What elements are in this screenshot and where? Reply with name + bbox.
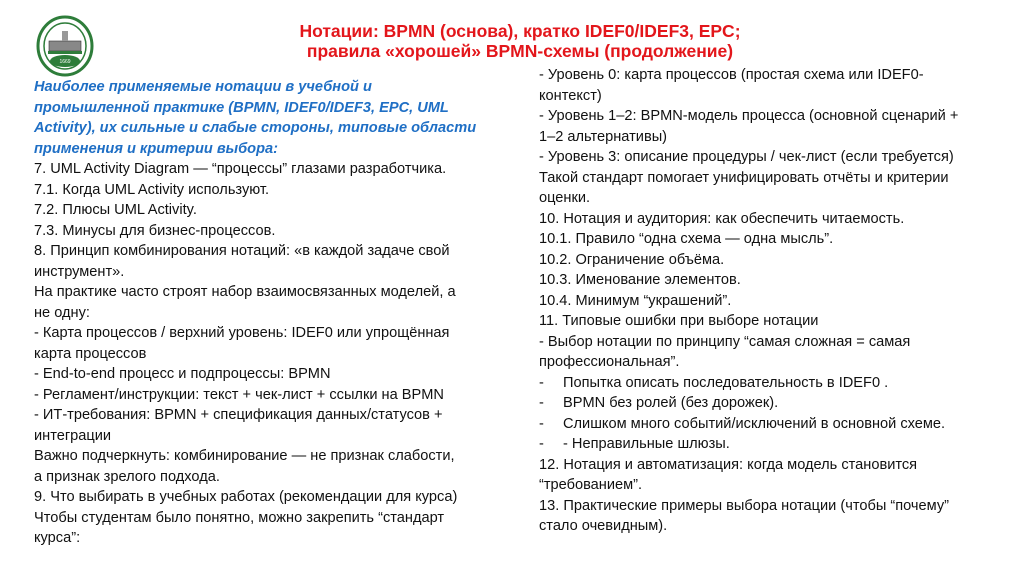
bullet-item bbox=[539, 434, 958, 455]
text-line: - ИТ-требования: BPMN + спецификация данных/статусов + bbox=[34, 407, 443, 423]
university-logo bbox=[36, 15, 94, 77]
bullet-marker: - bbox=[539, 374, 544, 391]
heading-line: промышленной практике (BPMN, IDEF0/IDEF3, EPC, UML bbox=[34, 99, 449, 116]
bullet-marker: - bbox=[539, 415, 544, 432]
text-line: 12. Нотация и автоматизация: когда модель становится bbox=[539, 456, 918, 473]
text-line: 10. Нотация и аудитория: как обеспечить читаемость. bbox=[539, 210, 905, 227]
section-heading bbox=[34, 77, 476, 159]
text-line: “требованием”. bbox=[539, 477, 643, 493]
text-line: Такой стандарт помогает унифицировать отчёты и критерии bbox=[539, 169, 949, 186]
text-line: 9. Что выбирать в учебных работах (рекомендации для курса) bbox=[34, 489, 458, 505]
text-line: 7.3. Минусы для бизнес-процессов. bbox=[34, 222, 276, 239]
text-line: 8. Принцип комбинирования нотаций: «в каждой задаче свой bbox=[34, 243, 450, 259]
bullet-text: BPMN без ролей (без дорожек). bbox=[563, 395, 779, 411]
title-line-1: Нотации: BPMN (основа), кратко IDEF0/IDEF3, EPC; bbox=[299, 21, 741, 41]
text-line: - Выбор нотации по принципу “самая сложная = самая bbox=[539, 333, 911, 350]
text-line: интеграции bbox=[34, 427, 112, 444]
text-line: 7.2. Плюсы UML Activity. bbox=[34, 202, 197, 218]
bullet-item bbox=[539, 414, 958, 435]
text-line: 7.1. Когда UML Activity используют. bbox=[34, 181, 269, 198]
bullet-item bbox=[539, 393, 958, 414]
text-line: - Уровень 0: карта процессов (простая схема или IDEF0- bbox=[539, 67, 924, 83]
text-line: 1–2 альтернативы) bbox=[539, 128, 668, 145]
text-line: а признак зрелого подхода. bbox=[34, 468, 220, 485]
text-line: - Карта процессов / верхний уровень: IDEF0 или упрощённая bbox=[34, 325, 450, 341]
text-line: карта процессов bbox=[34, 345, 147, 362]
right-column bbox=[539, 65, 958, 537]
left-column bbox=[34, 77, 476, 549]
bullet-marker: - bbox=[539, 436, 544, 452]
text-line: - Уровень 3: описание процедуры / чек-лист (если требуется) bbox=[539, 149, 954, 165]
text-line: стало очевидным). bbox=[539, 518, 668, 534]
bullet-text: Слишком много событий/исключений в основной схеме. bbox=[563, 415, 946, 432]
heading-line: Activity), их сильные и слабые стороны, типовые области bbox=[34, 120, 477, 136]
text-line: контекст) bbox=[539, 87, 602, 104]
text-line: - Регламент/инструкции: текст + чек-лист + ссылки на BPMN bbox=[34, 386, 444, 403]
text-line: 10.4. Минимум “украшений”. bbox=[539, 292, 732, 309]
text-line: 7. UML Activity Diagram — “процессы” глазами разработчика. bbox=[34, 161, 447, 177]
text-line: профессиональная”. bbox=[539, 354, 680, 370]
text-line: 10.1. Правило “одна схема — одна мысль”. bbox=[539, 231, 834, 247]
text-line: оценки. bbox=[539, 190, 591, 206]
heading-line: Наиболее применяемые нотации в учебной и bbox=[34, 79, 372, 95]
slide-title bbox=[180, 21, 860, 61]
text-line: 11. Типовые ошибки при выборе нотации bbox=[539, 313, 819, 329]
text-line: На практике часто строят набор взаимосвязанных моделей, а bbox=[34, 284, 456, 300]
text-line: - Уровень 1–2: BPMN-модель процесса (основной сценарий + bbox=[539, 108, 959, 124]
text-line: инструмент». bbox=[34, 263, 125, 280]
text-line: 10.2. Ограничение объёма. bbox=[539, 251, 725, 268]
bullet-text: Попытка описать последовательность в IDEF0 . bbox=[563, 374, 889, 391]
text-line: курса”: bbox=[34, 530, 81, 546]
bullet-marker: - bbox=[539, 395, 544, 411]
text-line: не одну: bbox=[34, 304, 90, 321]
heading-line: применения и критерии выбора: bbox=[34, 140, 278, 157]
text-line: - End-to-end процесс и подпроцессы: BPMN bbox=[34, 366, 331, 382]
text-line: 13. Практические примеры выбора нотации (чтобы “почему” bbox=[539, 497, 949, 514]
bullet-item bbox=[539, 373, 958, 394]
svg-text:1669: 1669 bbox=[59, 59, 71, 65]
text-line: Важно подчеркнуть: комбинирование — не признак слабости, bbox=[34, 448, 455, 464]
title-line-2: правила «хорошей» BPMN-схемы (продолжение) bbox=[306, 41, 734, 61]
text-line: 10.3. Именование элементов. bbox=[539, 272, 741, 288]
text-line: Чтобы студентам было понятно, можно закрепить “стандарт bbox=[34, 509, 445, 526]
bullet-text: - Неправильные шлюзы. bbox=[563, 436, 730, 452]
